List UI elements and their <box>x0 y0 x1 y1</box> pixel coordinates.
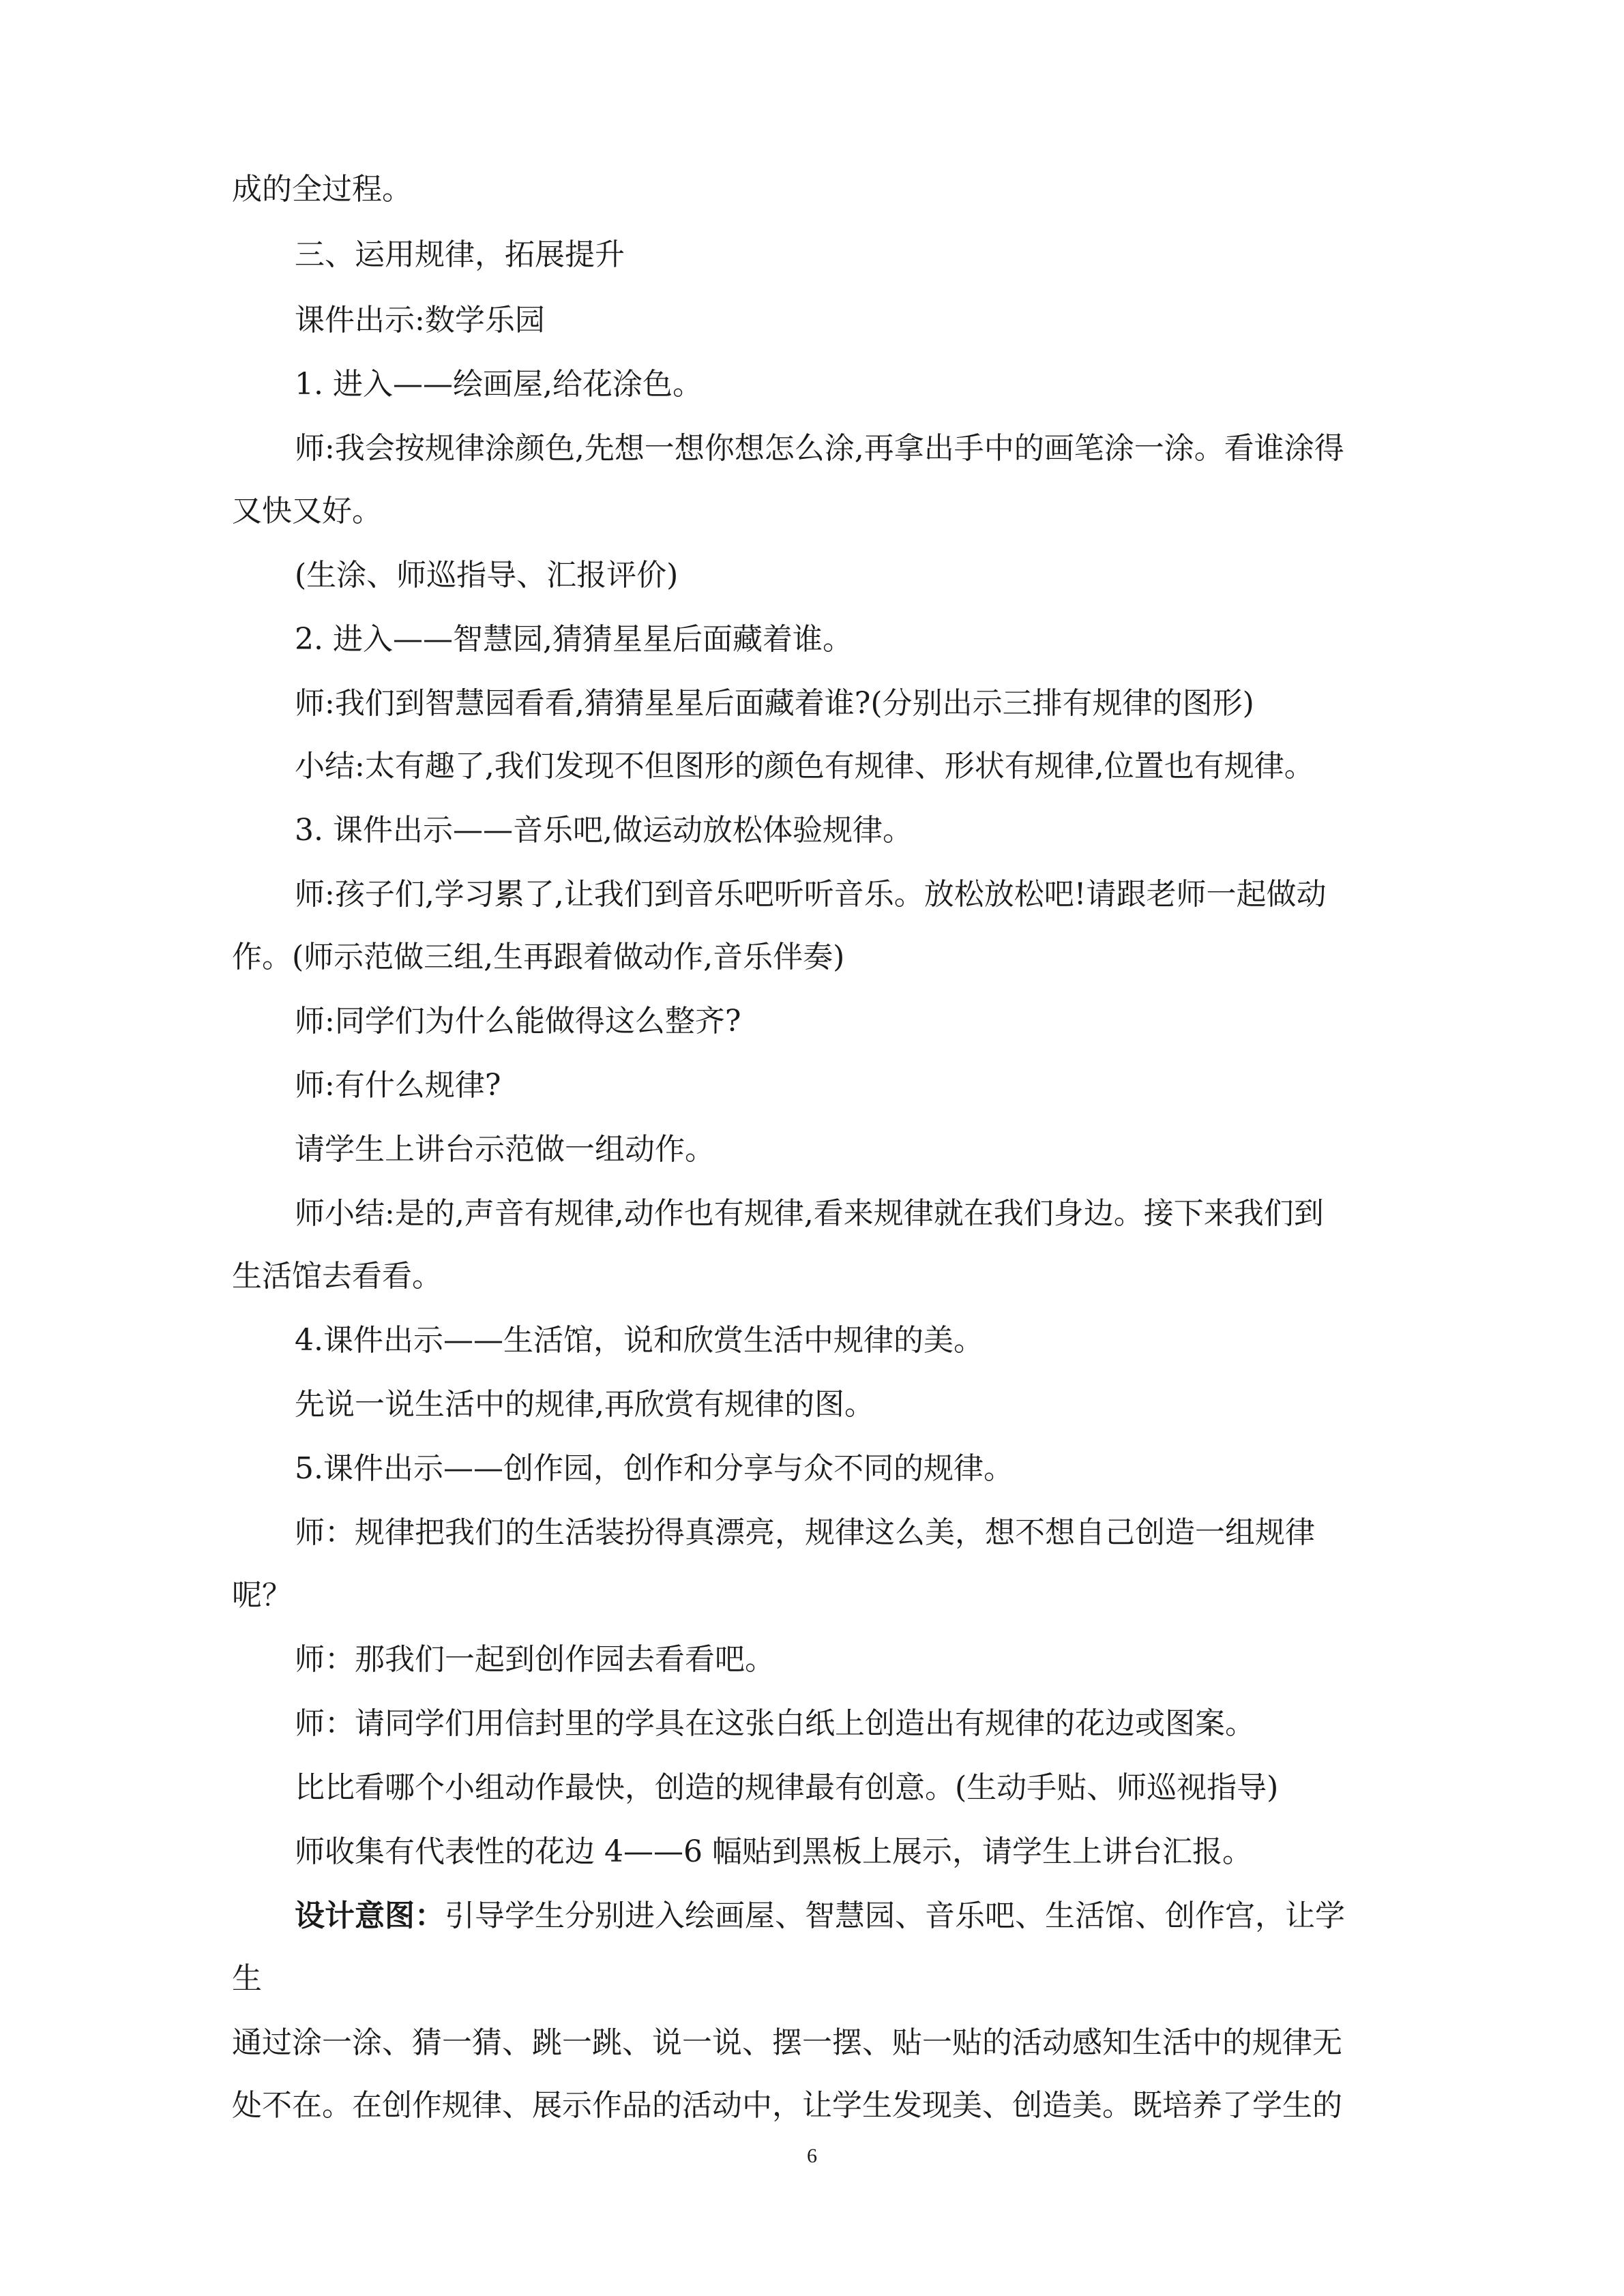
design-intent-line <box>295 1896 1345 1937</box>
text-line: 成的全过程。 <box>232 172 412 207</box>
text-line: 师小结:是的,声音有规律,动作也有规律,看来规律就在我们身边。接下来我们到 <box>295 1196 1324 1231</box>
text-line: 4.课件出示——生活馆，说和欣赏生活中规律的美。 <box>295 1323 984 1358</box>
text-line: 作。(师示范做三组,生再跟着做动作,音乐伴奏) <box>232 940 845 974</box>
text-line: 师：那我们一起到创作园去看看吧。 <box>295 1642 775 1677</box>
text-line: 5.课件出示——创作园，创作和分享与众不同的规律。 <box>295 1451 1014 1486</box>
text-line: 师：请同学们用信封里的学具在这张白纸上创造出有规律的花边或图案。 <box>295 1706 1255 1741</box>
text-line: 师:我们到智慧园看看,猜猜星星后面藏着谁?(分别出示三排有规律的图形) <box>295 686 1254 721</box>
text-line: 3. 课件出示——音乐吧,做运动放松体验规律。 <box>295 813 913 848</box>
text-line: 2. 进入——智慧园,猜猜星星后面藏着谁。 <box>295 622 853 657</box>
section-heading: 三、运用规律，拓展提升 <box>295 237 625 272</box>
text-line: 1. 进入——绘画屋,给花涂色。 <box>295 367 703 402</box>
text-line: 请学生上讲台示范做一组动作。 <box>295 1132 715 1167</box>
text-line: 师:有什么规律? <box>295 1068 501 1103</box>
text-line: 生活馆去看看。 <box>232 1259 442 1294</box>
text-line: 又快又好。 <box>232 494 382 528</box>
text-line: 生 <box>232 1961 262 1996</box>
text-line: 师:孩子们,学习累了,让我们到音乐吧听听音乐。放松放松吧!请跟老师一起做动 <box>295 877 1327 912</box>
text-line: 先说一说生活中的规律,再欣赏有规律的图。 <box>295 1387 874 1422</box>
text-line: 呢？ <box>232 1578 292 1613</box>
page-number: 6 <box>807 2145 817 2167</box>
text-line: 课件出示:数学乐园 <box>295 303 545 338</box>
design-intent-label: 设计意图： <box>295 1898 445 1933</box>
text-line: (生涂、师巡指导、汇报评价) <box>295 558 679 593</box>
text-line: 师收集有代表性的花边 4——6 幅贴到黑板上展示，请学生上讲台汇报。 <box>295 1834 1252 1869</box>
text-line: 处不在。在创作规律、展示作品的活动中，让学生发现美、创造美。既培养了学生的 <box>232 2088 1342 2123</box>
text-line: 师：规律把我们的生活装扮得真漂亮，规律这么美，想不想自己创造一组规律 <box>295 1515 1315 1550</box>
text-line: 师:同学们为什么能做得这么整齐? <box>295 1004 741 1039</box>
text-line: 通过涂一涂、猜一猜、跳一跳、说一说、摆一摆、贴一贴的活动感知生活中的规律无 <box>232 2025 1342 2060</box>
text-line: 师:我会按规律涂颜色,先想一想你想怎么涂,再拿出手中的画笔涂一涂。看谁涂得 <box>295 431 1344 466</box>
text-line: 比比看哪个小组动作最快，创造的规律最有创意。(生动手贴、师巡视指导) <box>295 1770 1279 1805</box>
text-line: 小结:太有趣了,我们发现不但图形的颜色有规律、形状有规律,位置也有规律。 <box>295 749 1314 784</box>
design-intent-text: 引导学生分别进入绘画屋、智慧园、音乐吧、生活馆、创作宫，让学 <box>445 1898 1345 1933</box>
